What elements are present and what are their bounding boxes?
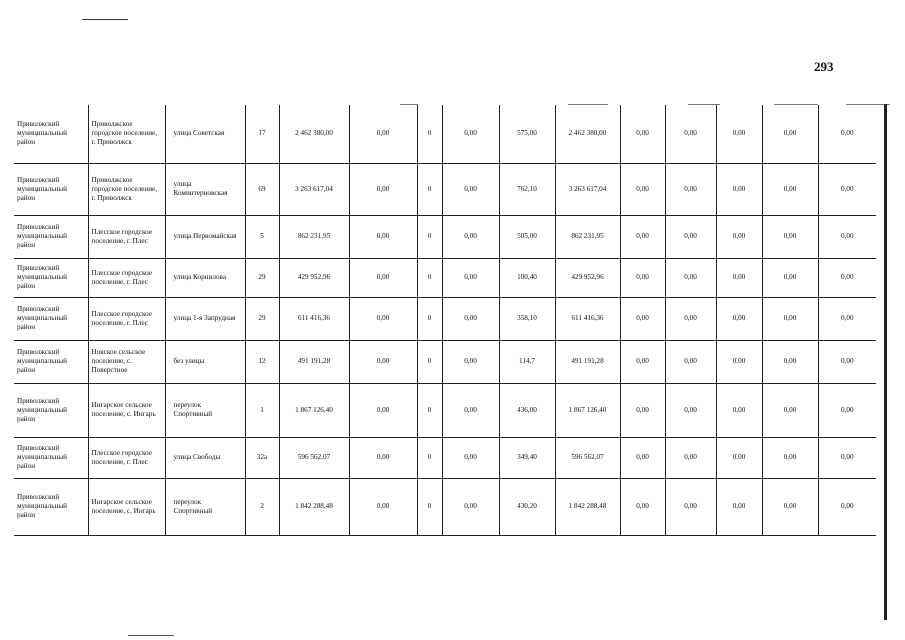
- value-cell: 0,00: [620, 215, 665, 258]
- total-cell: 611 416,36: [555, 297, 620, 340]
- street-cell: без улицы: [165, 340, 245, 383]
- table-row: [14, 340, 876, 383]
- value-cell: 0,00: [716, 215, 762, 258]
- district-cell: Приволжский муниципальный район: [14, 105, 88, 163]
- street-cell: улица Свободы: [165, 437, 245, 478]
- value-cell: 0: [417, 383, 442, 437]
- value-cell: 0,00: [665, 297, 716, 340]
- settlement-cell: Плесское городское поселение, г. Плес: [88, 437, 165, 478]
- table-row: [14, 383, 876, 437]
- value-cell: 0,00: [818, 163, 876, 215]
- amount-cell: 491 191,28: [279, 340, 349, 383]
- house-number-cell: 29: [245, 297, 279, 340]
- value-cell: 0,00: [716, 478, 762, 535]
- table-row: [14, 478, 876, 535]
- value-cell: 0,00: [762, 383, 818, 437]
- value-cell: 0,00: [762, 215, 818, 258]
- value-cell: 0,00: [620, 383, 665, 437]
- amount-cell: 1 867 126,40: [279, 383, 349, 437]
- street-cell: улица Советская: [165, 105, 245, 163]
- house-number-cell: 29: [245, 258, 279, 297]
- value-cell: 0,00: [349, 215, 417, 258]
- value-cell: 0,00: [818, 437, 876, 478]
- total-cell: 491 191,28: [555, 340, 620, 383]
- value-cell: 0,00: [349, 163, 417, 215]
- value-cell: 0,00: [716, 383, 762, 437]
- settlement-cell: Новское сельское поселение, с. Поверстное: [88, 340, 165, 383]
- value-cell: 0,00: [620, 297, 665, 340]
- value-cell: 0,00: [442, 437, 499, 478]
- table-row: [14, 163, 876, 215]
- amount-cell: 611 416,36: [279, 297, 349, 340]
- area-cell: 575,00: [499, 105, 555, 163]
- value-cell: 0: [417, 105, 442, 163]
- total-cell: 862 231,95: [555, 215, 620, 258]
- area-cell: 100,40: [499, 258, 555, 297]
- value-cell: 0,00: [818, 258, 876, 297]
- value-cell: 0,00: [349, 258, 417, 297]
- area-cell: 762,10: [499, 163, 555, 215]
- street-cell: переулок Спортивный: [165, 383, 245, 437]
- value-cell: 0,00: [620, 258, 665, 297]
- value-cell: 0,00: [818, 215, 876, 258]
- page-edge-bar: [884, 104, 887, 620]
- settlement-cell: Приволжское городское поселение, г. Приволжск: [88, 105, 165, 163]
- value-cell: 0,00: [716, 258, 762, 297]
- value-cell: 0,00: [818, 105, 876, 163]
- value-cell: 0,00: [349, 105, 417, 163]
- value-cell: 0,00: [665, 383, 716, 437]
- value-cell: 0: [417, 163, 442, 215]
- district-cell: Приволжский муниципальный район: [14, 383, 88, 437]
- district-cell: Приволжский муниципальный район: [14, 215, 88, 258]
- settlement-cell: Плесское городское поселение, г. Плес: [88, 297, 165, 340]
- value-cell: 0: [417, 215, 442, 258]
- value-cell: 0,00: [762, 437, 818, 478]
- value-cell: 0,00: [716, 297, 762, 340]
- district-cell: Приволжский муниципальный район: [14, 478, 88, 535]
- value-cell: 0,00: [349, 340, 417, 383]
- value-cell: 0,00: [620, 163, 665, 215]
- value-cell: 0,00: [665, 215, 716, 258]
- settlement-cell: Ингарское сельское поселение, с. Ингарь: [88, 478, 165, 535]
- value-cell: 0,00: [716, 105, 762, 163]
- value-cell: 0,00: [818, 383, 876, 437]
- value-cell: 0,00: [818, 297, 876, 340]
- value-cell: 0: [417, 478, 442, 535]
- housing-program-table: [14, 105, 876, 536]
- value-cell: 0,00: [442, 340, 499, 383]
- street-cell: улица Коминтерновская: [165, 163, 245, 215]
- house-number-cell: 69: [245, 163, 279, 215]
- value-cell: 0,00: [349, 437, 417, 478]
- area-cell: 358,10: [499, 297, 555, 340]
- total-cell: 429 952,96: [555, 258, 620, 297]
- amount-cell: 429 952,96: [279, 258, 349, 297]
- total-cell: 596 562,07: [555, 437, 620, 478]
- area-cell: 436,00: [499, 383, 555, 437]
- house-number-cell: 32а: [245, 437, 279, 478]
- value-cell: 0,00: [349, 383, 417, 437]
- area-cell: 505,00: [499, 215, 555, 258]
- value-cell: 0,00: [716, 437, 762, 478]
- amount-cell: 3 263 617,04: [279, 163, 349, 215]
- street-cell: улица Первомайская: [165, 215, 245, 258]
- table-row: [14, 437, 876, 478]
- house-number-cell: 2: [245, 478, 279, 535]
- total-cell: 3 263 617,04: [555, 163, 620, 215]
- street-cell: улица Корнилова: [165, 258, 245, 297]
- total-cell: 2 462 380,00: [555, 105, 620, 163]
- amount-cell: 1 842 288,48: [279, 478, 349, 535]
- table-row: [14, 215, 876, 258]
- street-cell: улица 1-я Запрудная: [165, 297, 245, 340]
- value-cell: 0,00: [665, 340, 716, 383]
- house-number-cell: 5: [245, 215, 279, 258]
- value-cell: 0,00: [349, 478, 417, 535]
- value-cell: 0: [417, 437, 442, 478]
- value-cell: 0,00: [665, 258, 716, 297]
- value-cell: 0,00: [818, 340, 876, 383]
- house-number-cell: 12: [245, 340, 279, 383]
- value-cell: 0,00: [716, 340, 762, 383]
- district-cell: Приволжский муниципальный район: [14, 437, 88, 478]
- street-cell: переулок Спортивный: [165, 478, 245, 535]
- amount-cell: 2 462 380,00: [279, 105, 349, 163]
- district-cell: Приволжский муниципальный район: [14, 163, 88, 215]
- value-cell: 0,00: [665, 163, 716, 215]
- house-number-cell: 1: [245, 383, 279, 437]
- value-cell: 0,00: [442, 215, 499, 258]
- settlement-cell: Плесское городское поселение, г. Плес: [88, 258, 165, 297]
- value-cell: 0,00: [442, 105, 499, 163]
- value-cell: 0,00: [762, 297, 818, 340]
- amount-cell: 862 231,95: [279, 215, 349, 258]
- district-cell: Приволжский муниципальный район: [14, 297, 88, 340]
- value-cell: 0,00: [762, 105, 818, 163]
- district-cell: Приволжский муниципальный район: [14, 258, 88, 297]
- total-cell: 1 842 288,48: [555, 478, 620, 535]
- value-cell: 0,00: [442, 297, 499, 340]
- value-cell: 0,00: [620, 478, 665, 535]
- value-cell: 0,00: [442, 478, 499, 535]
- value-cell: 0,00: [762, 163, 818, 215]
- district-cell: Приволжский муниципальный район: [14, 340, 88, 383]
- value-cell: 0,00: [762, 340, 818, 383]
- table-row: [14, 297, 876, 340]
- value-cell: 0,00: [665, 105, 716, 163]
- value-cell: 0,00: [716, 163, 762, 215]
- area-cell: 349,40: [499, 437, 555, 478]
- house-number-cell: 17: [245, 105, 279, 163]
- value-cell: 0,00: [620, 105, 665, 163]
- value-cell: 0,00: [349, 297, 417, 340]
- value-cell: 0,00: [762, 258, 818, 297]
- top-rule: [82, 19, 128, 20]
- value-cell: 0,00: [818, 478, 876, 535]
- page-number: 293: [814, 59, 834, 74]
- settlement-cell: Ингарское сельское поселение, с. Ингарь: [88, 383, 165, 437]
- area-cell: 430,20: [499, 478, 555, 535]
- value-cell: 0,00: [442, 258, 499, 297]
- settlement-cell: Плесское городское поселение, г. Плес: [88, 215, 165, 258]
- value-cell: 0,00: [620, 437, 665, 478]
- value-cell: 0,00: [665, 437, 716, 478]
- value-cell: 0,00: [762, 478, 818, 535]
- value-cell: 0,00: [442, 383, 499, 437]
- value-cell: 0,00: [620, 340, 665, 383]
- value-cell: 0: [417, 340, 442, 383]
- value-cell: 0: [417, 297, 442, 340]
- value-cell: 0: [417, 258, 442, 297]
- table-row: [14, 258, 876, 297]
- value-cell: 0,00: [665, 478, 716, 535]
- bottom-rule: [128, 635, 174, 636]
- amount-cell: 596 562,07: [279, 437, 349, 478]
- settlement-cell: Приволжское городское поселение, г. Приволжск: [88, 163, 165, 215]
- value-cell: 0,00: [442, 163, 499, 215]
- table-row: [14, 105, 876, 163]
- total-cell: 1 867 126,40: [555, 383, 620, 437]
- area-cell: 114,7: [499, 340, 555, 383]
